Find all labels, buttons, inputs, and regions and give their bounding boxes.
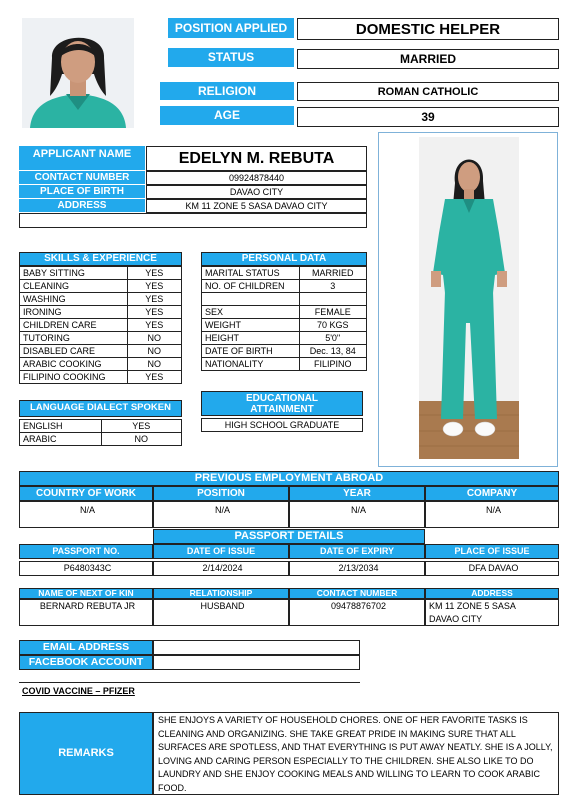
table-row (20, 345, 182, 358)
language-title: LANGUAGE DIALECT SPOKEN (19, 400, 182, 417)
table-row (20, 371, 182, 384)
passport-date-expiry: 2/13/2034 (289, 561, 425, 576)
table-row (20, 267, 182, 280)
skill-value: YES (127, 306, 181, 319)
personal-value: 70 KGS (299, 319, 366, 332)
facebook-label: FACEBOOK ACCOUNT (19, 655, 153, 670)
skill-name: IRONING (20, 306, 128, 319)
facebook-value (153, 655, 360, 670)
passport-header-no: PASSPORT NO. (19, 544, 153, 559)
kin-name: BERNARD REBUTA JR (19, 599, 153, 626)
skill-value: YES (127, 267, 181, 280)
personal-value: MARRIED (299, 267, 366, 280)
full-body-photo (378, 132, 558, 467)
skill-name: TUTORING (20, 332, 128, 345)
passport-title: PASSPORT DETAILS (153, 529, 425, 544)
language-table (19, 419, 182, 446)
table-row (202, 267, 367, 280)
personal-value: FEMALE (299, 306, 366, 319)
table-row (202, 280, 367, 293)
table-row (20, 306, 182, 319)
personal-data-title: PERSONAL DATA (201, 252, 367, 266)
email-label: EMAIL ADDRESS (19, 640, 153, 655)
table-row (202, 332, 367, 345)
skill-value: NO (127, 345, 181, 358)
personal-value: Dec. 13, 84 (299, 345, 366, 358)
religion-label: RELIGION (160, 82, 294, 100)
employment-header-year: YEAR (289, 486, 425, 501)
personal-data-table (201, 266, 367, 371)
skill-value: YES (127, 371, 181, 384)
skill-name: CLEANING (20, 280, 128, 293)
applicant-name-label: APPLICANT NAME (19, 146, 145, 170)
personal-label: HEIGHT (202, 332, 300, 345)
table-row (20, 293, 182, 306)
status-value: MARRIED (297, 49, 559, 69)
passport-place-issue: DFA DAVAO (425, 561, 559, 576)
employment-header-position: POSITION (153, 486, 289, 501)
portrait-photo (22, 18, 134, 128)
table-row (20, 280, 182, 293)
remarks-text: SHE ENJOYS A VARIETY OF HOUSEHOLD CHORES. ONE OF HER FAVORITE TASKS IS CLEANING AND ORGANIZING. SHE TAKE GREAT PRIDE IN MAKING SURE THAT ALL SURFACES ARE SPOTLESS, AND THAT EVERYTHING IS PUT AWAY NEATLY. SHE IS A JOLLY, LOVING AND CARING PERSON ESPECIALLY TO THE CHILDREN. SHE ALSO LIKE TO DO LAUNDRY AND SHE ENJOY COOKING MEALS AND WILLING TO LEARN TO COOK ARABIC FOOD. (153, 712, 559, 795)
employment-title: PREVIOUS EMPLOYMENT ABROAD (19, 471, 559, 486)
personal-value: 3 (299, 280, 366, 293)
employment-header-country: COUNTRY OF WORK (19, 486, 153, 501)
table-row (20, 358, 182, 371)
employment-year: N/A (289, 501, 425, 528)
passport-number: P6480343C (19, 561, 153, 576)
kin-relationship: HUSBAND (153, 599, 289, 626)
personal-label: WEIGHT (202, 319, 300, 332)
email-value (153, 640, 360, 655)
skill-value: YES (127, 319, 181, 332)
passport-header-issue: DATE OF ISSUE (153, 544, 289, 559)
table-row (20, 433, 182, 446)
age-value: 39 (297, 107, 559, 127)
language-name: ARABIC (20, 433, 102, 446)
employment-company: N/A (425, 501, 559, 528)
skill-name: BABY SITTING (20, 267, 128, 280)
remarks-label: REMARKS (19, 712, 153, 795)
table-row (202, 345, 367, 358)
address-label: ADDRESS (19, 199, 145, 212)
skill-value: NO (127, 332, 181, 345)
language-name: ENGLISH (20, 420, 102, 433)
personal-label: DATE OF BIRTH (202, 345, 300, 358)
skill-name: FILIPINO COOKING (20, 371, 128, 384)
personal-label (202, 293, 300, 306)
skills-table (19, 266, 182, 384)
skill-name: WASHING (20, 293, 128, 306)
position-label: POSITION APPLIED (168, 18, 294, 38)
education-value: HIGH SCHOOL GRADUATE (201, 418, 363, 432)
applicant-name-value: EDELYN M. REBUTA (146, 146, 367, 171)
table-row (202, 319, 367, 332)
skill-name: ARABIC COOKING (20, 358, 128, 371)
table-row (202, 306, 367, 319)
religion-value: ROMAN CATHOLIC (297, 82, 559, 101)
personal-value (299, 293, 366, 306)
place-of-birth-label: PLACE OF BIRTH (19, 185, 145, 198)
language-value: YES (101, 420, 181, 433)
contact-number-label: CONTACT NUMBER (19, 171, 145, 184)
skill-value: NO (127, 358, 181, 371)
address-value: KM 11 ZONE 5 SASA DAVAO CITY (146, 199, 367, 213)
kin-contact: 09478876702 (289, 599, 425, 626)
passport-date-issue: 2/14/2024 (153, 561, 289, 576)
table-row (202, 358, 367, 371)
education-title: EDUCATIONAL ATTAINMENT (201, 391, 363, 416)
employment-country: N/A (19, 501, 153, 528)
table-row (202, 293, 367, 306)
skill-name: CHILDREN CARE (20, 319, 128, 332)
employment-header-company: COMPANY (425, 486, 559, 501)
skill-name: DISABLED CARE (20, 345, 128, 358)
personal-label: MARITAL STATUS (202, 267, 300, 280)
skills-title: SKILLS & EXPERIENCE (19, 252, 182, 266)
applicant-blank-row (19, 213, 367, 228)
table-row (20, 319, 182, 332)
kin-address: KM 11 ZONE 5 SASA DAVAO CITY (425, 599, 559, 626)
vaccine-note: COVID VACCINE – PFIZER (22, 686, 135, 696)
skill-value: YES (127, 280, 181, 293)
personal-label: NATIONALITY (202, 358, 300, 371)
kin-header-name: NAME OF NEXT OF KIN (19, 588, 153, 599)
personal-value: 5'0'' (299, 332, 366, 345)
place-of-birth-value: DAVAO CITY (146, 185, 367, 199)
table-row (20, 420, 182, 433)
vaccine-divider (19, 682, 360, 683)
table-row (20, 332, 182, 345)
position-value: DOMESTIC HELPER (297, 18, 559, 40)
language-value: NO (101, 433, 181, 446)
status-label: STATUS (168, 48, 294, 67)
personal-value: FILIPINO (299, 358, 366, 371)
age-label: AGE (160, 106, 294, 125)
kin-header-address: ADDRESS (425, 588, 559, 599)
kin-header-relationship: RELATIONSHIP (153, 588, 289, 599)
skill-value: YES (127, 293, 181, 306)
passport-header-expiry: DATE OF EXPIRY (289, 544, 425, 559)
passport-header-place: PLACE OF ISSUE (425, 544, 559, 559)
contact-number-value: 09924878440 (146, 171, 367, 185)
employment-position: N/A (153, 501, 289, 528)
kin-header-contact: CONTACT NUMBER (289, 588, 425, 599)
personal-label: SEX (202, 306, 300, 319)
personal-label: NO. OF CHILDREN (202, 280, 300, 293)
